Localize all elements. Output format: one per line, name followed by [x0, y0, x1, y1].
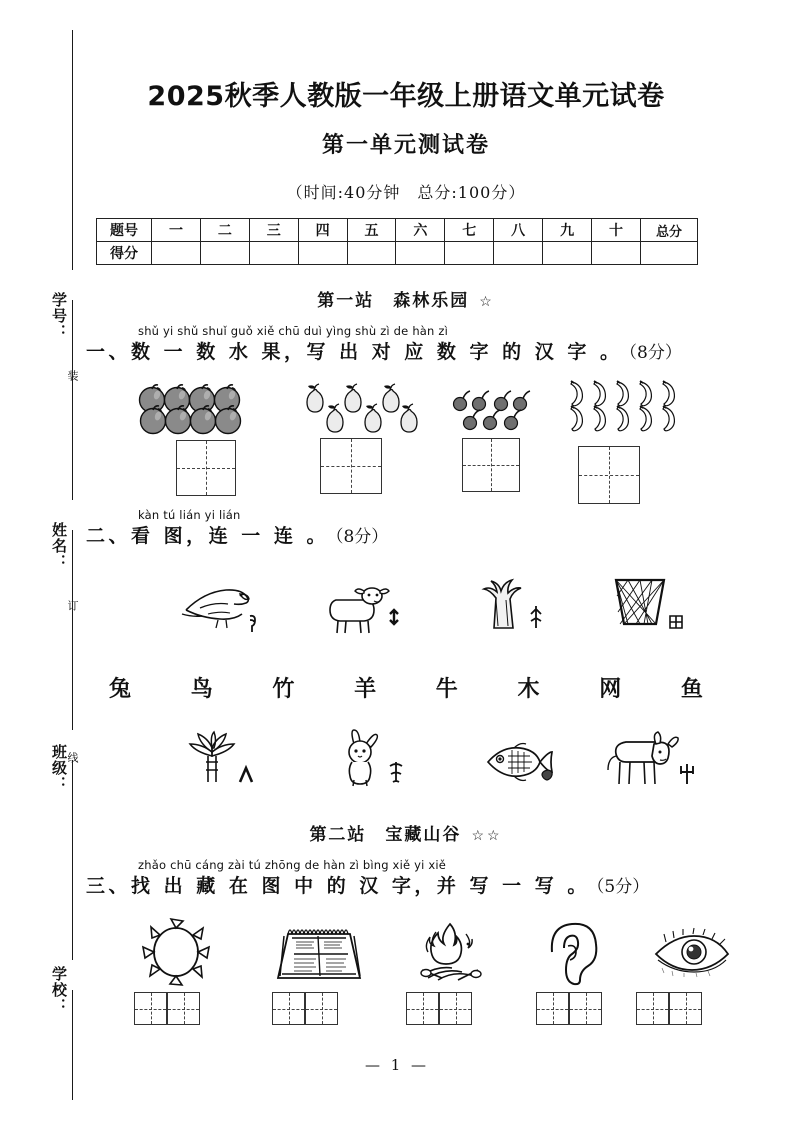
q2-char-1[interactable]: 兔 — [108, 676, 131, 702]
score-table — [96, 218, 698, 265]
q2-character-row — [96, 672, 716, 703]
question-2-pinyin: kàn tú lián yi lián — [138, 508, 241, 522]
score-table-col-8: 八 — [494, 219, 543, 242]
binding-rule-segment — [72, 760, 73, 960]
score-table-col-1: 一 — [152, 219, 201, 242]
score-table-col-9: 九 — [543, 219, 592, 242]
question-1-pinyin: shǔ yi shǔ shuǐ guǒ xiě chū duì yìng shù zì de hàn zì — [138, 324, 449, 338]
score-table-total-label: 总分 — [641, 219, 698, 242]
fruit-group-pear — [300, 382, 418, 434]
station-banner-1 — [96, 286, 716, 311]
station-stars-1: ☆ — [479, 294, 495, 310]
pear-icon — [300, 382, 418, 434]
rabbit-icon — [334, 728, 414, 792]
binding-mark-ding: 订 — [66, 600, 79, 611]
eye-icon — [650, 930, 734, 978]
unit-subtitle: 第一单元测试卷 — [321, 132, 490, 158]
binding-rule-segment — [72, 300, 73, 500]
answer-grid-cell[interactable] — [272, 992, 305, 1025]
picture-sun[interactable] — [136, 918, 216, 986]
station-label-2: 第二站 宝藏山谷 — [309, 825, 462, 845]
score-cell-8[interactable] — [494, 242, 543, 265]
binding-label-class: 班级： — [50, 744, 68, 792]
answer-grid-cell[interactable] — [134, 992, 167, 1025]
answer-grid-cell[interactable] — [536, 992, 569, 1025]
ear-icon — [538, 918, 608, 986]
score-cell-6[interactable] — [396, 242, 445, 265]
q2-char-8[interactable]: 鱼 — [680, 676, 703, 702]
question-3-pinyin: zhǎo chū cáng zài tú zhōng de hàn zì bìng xiě yi xiě — [138, 858, 447, 872]
picture-field[interactable] — [272, 922, 366, 984]
tree-icon — [468, 574, 552, 638]
question-2-text — [86, 521, 726, 548]
answer-grid-field[interactable] — [272, 992, 338, 1025]
question-3-text — [86, 871, 726, 898]
answer-grid-pear[interactable] — [320, 438, 382, 494]
q2-char-2[interactable]: 鸟 — [190, 676, 213, 702]
binding-rule-segment — [72, 530, 73, 730]
binding-label-name: 姓名： — [50, 522, 68, 570]
picture-fish[interactable] — [480, 740, 566, 788]
score-table-row-label: 题号 — [97, 219, 152, 242]
banana-icon — [566, 380, 698, 436]
score-table-row-label: 得分 — [97, 242, 152, 265]
answer-grid-eye[interactable] — [636, 992, 702, 1025]
fruit-group-banana — [566, 380, 698, 436]
question-1-points: （8分） — [628, 343, 682, 363]
question-2-stem: 二、看 图，连 一 连 。 — [86, 525, 329, 547]
picture-sheep[interactable] — [322, 580, 406, 638]
score-cell-10[interactable] — [592, 242, 641, 265]
apple-icon — [138, 386, 250, 434]
question-2-points: （8分） — [334, 527, 389, 547]
score-table-col-6: 六 — [396, 219, 445, 242]
page-title: 2025秋季人教版一年级上册语文单元试卷 — [147, 81, 665, 112]
q2-char-3[interactable]: 竹 — [272, 676, 295, 702]
question-1-stem: 一、数 一 数 水 果，写 出 对 应 数 字 的 汉 字 。 — [86, 341, 623, 363]
question-2 — [86, 508, 726, 548]
score-table-col-2: 二 — [200, 219, 249, 242]
score-table-col-5: 五 — [347, 219, 396, 242]
score-cell-5[interactable] — [347, 242, 396, 265]
binding-label-student-id: 学号： — [50, 292, 68, 340]
fruit-group-apple — [138, 386, 250, 434]
page-number: — 1 — — [364, 1056, 430, 1074]
binding-rule-segment — [72, 990, 73, 1100]
score-cell-4[interactable] — [298, 242, 347, 265]
question-3 — [86, 858, 726, 898]
answer-grid-cell[interactable] — [305, 992, 338, 1025]
score-cell-9[interactable] — [543, 242, 592, 265]
answer-grid-cell[interactable] — [439, 992, 472, 1025]
picture-eye[interactable] — [650, 930, 734, 978]
answer-grid-cell[interactable] — [569, 992, 602, 1025]
answer-grid-cherry[interactable] — [462, 438, 520, 492]
bamboo-icon — [180, 730, 270, 792]
score-table-col-7: 七 — [445, 219, 494, 242]
station-label-1: 第一站 森林乐园 — [317, 291, 470, 311]
binding-mark-xian: 线 — [66, 752, 79, 763]
score-table-col-4: 四 — [298, 219, 347, 242]
binding-label-school: 学校： — [50, 966, 68, 1014]
table-row-question-numbers — [97, 219, 698, 242]
answer-grid-sun[interactable] — [134, 992, 200, 1025]
ox-icon — [604, 730, 700, 792]
score-cell-total[interactable] — [641, 242, 698, 265]
fire-icon — [410, 918, 494, 986]
picture-bamboo[interactable] — [180, 730, 270, 792]
question-3-points: （5分） — [595, 877, 650, 897]
picture-ox[interactable] — [604, 730, 700, 792]
answer-grid-apple[interactable] — [176, 440, 236, 496]
picture-fire[interactable] — [410, 918, 494, 986]
question-1-text — [86, 337, 726, 364]
exam-meta-line: （时间:40分钟 总分:100分） — [286, 183, 526, 202]
score-table-col-3: 三 — [249, 219, 298, 242]
field-icon — [272, 922, 366, 984]
bird-icon — [178, 578, 270, 638]
score-cell-2[interactable] — [200, 242, 249, 265]
sun-icon — [136, 918, 216, 986]
picture-bird[interactable] — [178, 578, 270, 638]
picture-rabbit[interactable] — [334, 728, 414, 792]
q2-char-4[interactable]: 羊 — [354, 676, 377, 702]
score-cell-3[interactable] — [249, 242, 298, 265]
answer-grid-cell[interactable] — [167, 992, 200, 1025]
answer-grid-banana[interactable] — [578, 446, 640, 504]
q2-char-7[interactable]: 网 — [599, 676, 622, 702]
net-icon — [608, 574, 692, 636]
question-3-stem: 三、找 出 藏 在 图 中 的 汉 字，并 写 一 写 。 — [86, 875, 590, 897]
answer-grid-fire[interactable] — [406, 992, 472, 1025]
answer-grid-cell[interactable] — [636, 992, 669, 1025]
score-table-col-10: 十 — [592, 219, 641, 242]
score-cell-1[interactable] — [152, 242, 201, 265]
binding-rule-segment — [72, 30, 73, 270]
picture-tree[interactable] — [468, 574, 552, 638]
binding-mark-zhuang: 装 — [66, 370, 79, 381]
picture-net[interactable] — [608, 574, 692, 636]
station-banner-2 — [96, 820, 716, 845]
picture-ear[interactable] — [538, 918, 608, 986]
sheep-icon — [322, 580, 406, 638]
fruit-group-cherry — [452, 390, 548, 434]
table-row-scores — [97, 242, 698, 265]
answer-grid-cell[interactable] — [669, 992, 702, 1025]
answer-grid-ear[interactable] — [536, 992, 602, 1025]
station-stars-2: ☆☆ — [471, 828, 503, 844]
question-1 — [86, 324, 726, 364]
answer-grid-cell[interactable] — [406, 992, 439, 1025]
q2-char-6[interactable]: 木 — [517, 676, 540, 702]
cherry-icon — [452, 390, 548, 434]
score-cell-7[interactable] — [445, 242, 494, 265]
q2-char-5[interactable]: 牛 — [435, 676, 458, 702]
fish-icon — [480, 740, 566, 788]
